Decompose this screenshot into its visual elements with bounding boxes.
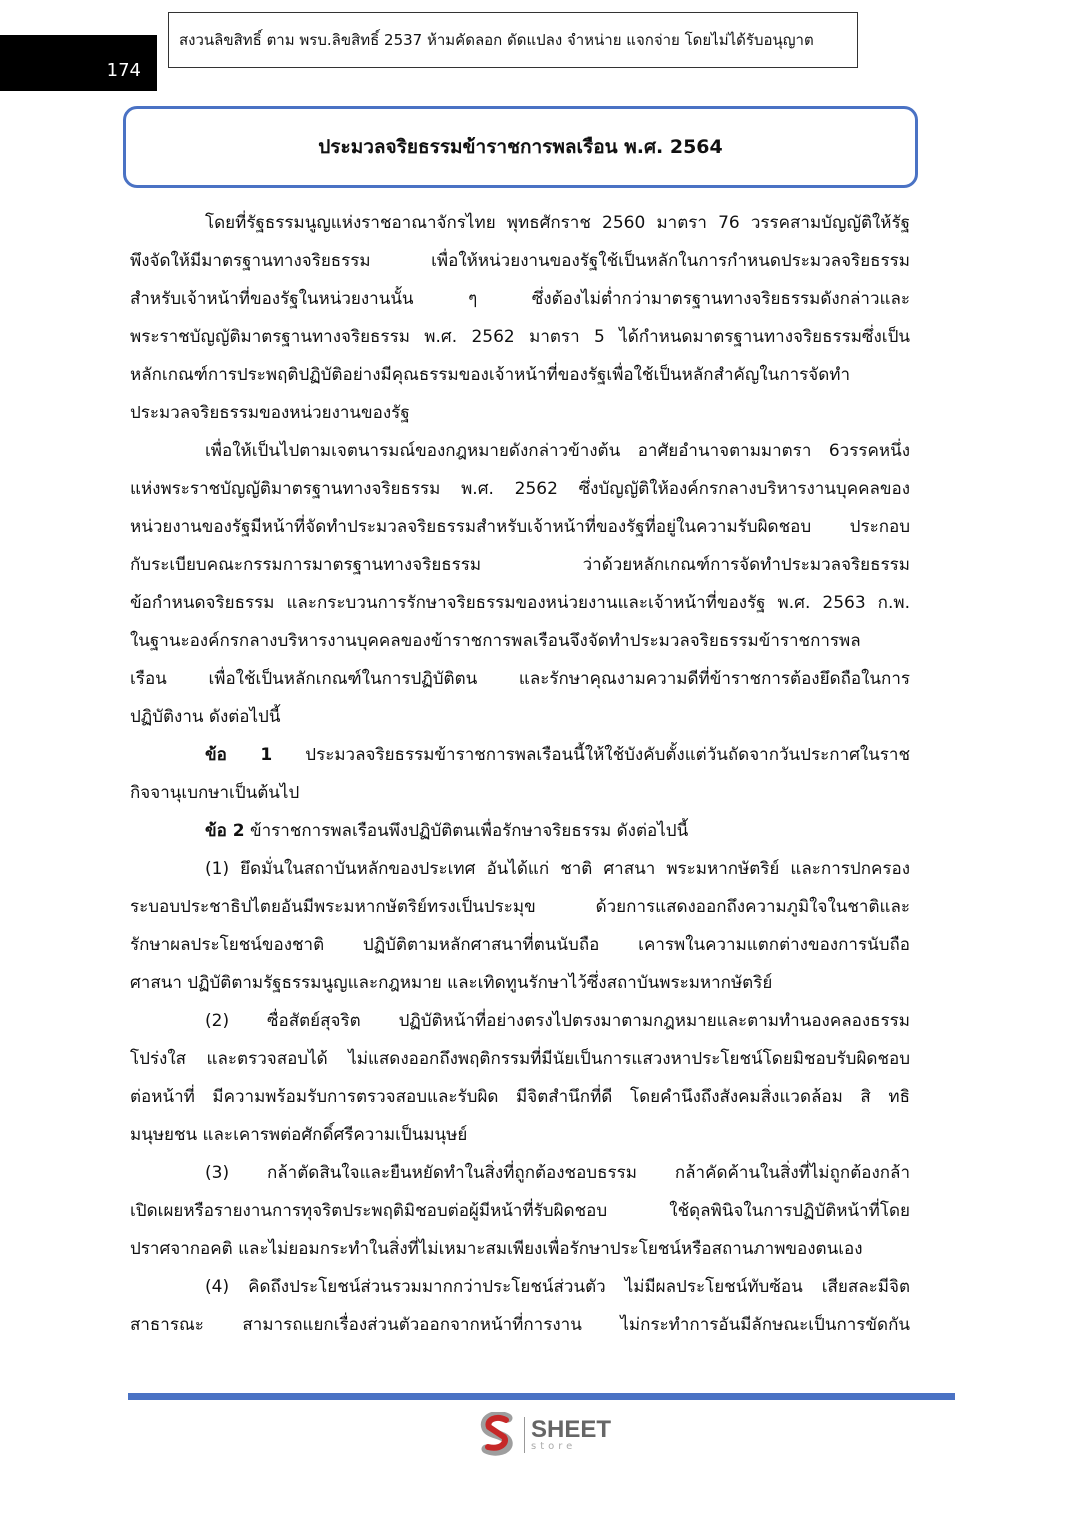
body-line <box>130 738 910 776</box>
body-line <box>130 966 910 1004</box>
line-text: ประมวลจริยธรรมของหน่วยงานของรัฐ <box>130 403 410 423</box>
line-text: ข้อกำหนดจริยธรรม และกระบวนการรักษาจริยธรรมของหน่วยงานและเจ้าหน้าที่ของรัฐ พ.ศ. 2563 ก.พ. <box>130 593 910 613</box>
body-line <box>130 1118 910 1156</box>
body-line <box>130 1080 910 1118</box>
line-text: สำหรับเจ้าหน้าที่ของรัฐในหน่วยงานนั้น ๆ ซึ่งต้องไม่ต่ำกว่ามาตรฐานทางจริยธรรมดังกล่าวและ <box>130 289 910 309</box>
body-line <box>130 396 910 434</box>
body-line <box>130 814 910 852</box>
sheet-store-s-logo-icon <box>478 1412 518 1458</box>
body-line <box>130 282 910 320</box>
body-line <box>130 358 910 396</box>
body-line <box>130 548 910 586</box>
line-text: มนุษยชน และเคารพต่อศักดิ์ศรีความเป็นมนุษย์ <box>130 1125 468 1145</box>
document-body <box>130 206 910 1346</box>
line-text: พึงจัดให้มีมาตรฐานทางจริยธรรม เพื่อให้หน่วยงานของรัฐใช้เป็นหลักในการกำหนดประมวลจริยธรรม <box>130 251 910 271</box>
sheet-store-logo <box>478 1410 628 1460</box>
document-title: ประมวลจริยธรรมข้าราชการพลเรือน พ.ศ. 2564 <box>318 136 723 158</box>
body-line <box>130 472 910 510</box>
line-text: หน่วยงานของรัฐมีหน้าที่จัดทำประมวลจริยธรรมสำหรับเจ้าหน้าที่ของรัฐที่อยู่ในความรับผิดชอบ ประกอบ <box>130 517 910 537</box>
body-line <box>130 1042 910 1080</box>
body-line <box>130 320 910 358</box>
logo-subword: store <box>531 1441 577 1452</box>
line-text: หลักเกณฑ์การประพฤติปฏิบัติอย่างมีคุณธรรมของเจ้าหน้าที่ของรัฐเพื่อใช้เป็นหลักสำคัญในการจัดทำ <box>130 365 851 385</box>
body-line <box>130 776 910 814</box>
body-line <box>130 662 910 700</box>
line-text: (2) ซื่อสัตย์สุจริต ปฏิบัติหน้าที่อย่างตรงไปตรงมาตามกฎหมายและตามทำนองคลองธรรม <box>205 1011 910 1031</box>
body-line <box>130 928 910 966</box>
copyright-notice: สงวนลิขสิทธิ์ ตาม พรบ.ลิขสิทธิ์ 2537 ห้ามคัดลอก ดัดแปลง จำหน่าย แจกจ่าย โดยไม่ได้รับอนุญาต <box>168 12 858 68</box>
line-text: โดยที่รัฐธรรมนูญแห่งราชอาณาจักรไทย พุทธศักราช 2560 มาตรา 76 วรรคสามบัญญัติให้รัฐ <box>205 213 910 233</box>
line-text: ประมวลจริยธรรมข้าราชการพลเรือนนี้ให้ใช้บังคับตั้งแต่วันถัดจากวันประกาศในราช <box>272 745 910 765</box>
body-line <box>130 244 910 282</box>
line-text: ปฏิบัติงาน ดังต่อไปนี้ <box>130 707 281 727</box>
line-text: ต่อหน้าที่ มีความพร้อมรับการตรวจสอบและรับผิด มีจิตสำนึกที่ดี โดยคำนึงถึงสังคมสิ่งแวดล้อม สิ ทธิ <box>130 1087 910 1107</box>
line-text: รักษาผลประโยชน์ของชาติ ปฏิบัติตามหลักศาสนาที่ตนนับถือ เคารพในความแตกต่างของการนับถือ <box>130 935 910 955</box>
body-line <box>130 852 910 890</box>
body-line <box>130 624 910 662</box>
clause-label: ข้อ 2 <box>205 821 245 841</box>
line-text: (3) กล้าตัดสินใจและยืนหยัดทำในสิ่งที่ถูกต้องชอบธรรม กล้าคัดค้านในสิ่งที่ไม่ถูกต้องกล้า <box>205 1163 910 1183</box>
line-text: (1) ยึดมั่นในสถาบันหลักของประเทศ อันได้แก่ ชาติ ศาสนา พระมหากษัตริย์ และการปกครอง <box>205 859 910 879</box>
line-text: กิจจานุเบกษาเป็นต้นไป <box>130 783 300 803</box>
body-line <box>130 700 910 738</box>
clause-label: ข้อ 1 <box>205 745 273 765</box>
line-text: ศาสนา ปฏิบัติตามรัฐธรรมนูญและกฎหมาย และเทิดทูนรักษาไว้ซึ่งสถาบันพระมหากษัตริย์ <box>130 973 773 993</box>
body-line <box>130 1232 910 1270</box>
line-text: ระบอบประชาธิปไตยอันมีพระมหากษัตริย์ทรงเป็นประมุข ด้วยการแสดงออกถึงความภูมิใจในชาติและ <box>130 897 910 917</box>
page-number: 174 <box>106 60 141 81</box>
page-number-tab <box>0 35 157 91</box>
body-line <box>130 890 910 928</box>
line-text: แห่งพระราชบัญญัติมาตรฐานทางจริยธรรม พ.ศ. 2562 ซึ่งบัญญัติให้องค์กรกลางบริหารงานบุคคลของ <box>130 479 910 499</box>
body-line <box>130 434 910 472</box>
body-line <box>130 586 910 624</box>
body-line <box>130 1194 910 1232</box>
line-text: โปร่งใส และตรวจสอบได้ ไม่แสดงออกถึงพฤติกรรมที่มีนัยเป็นการแสวงหาประโยชน์โดยมิชอบรับผิดชอบ <box>130 1049 910 1069</box>
line-text: เพื่อให้เป็นไปตามเจตนารมณ์ของกฎหมายดังกล่าวข้างต้น อาศัยอำนาจตามมาตรา 6วรรคหนึ่ง <box>205 441 910 461</box>
line-text: เปิดเผยหรือรายงานการทุจริตประพฤติมิชอบต่อผู้มีหน้าที่รับผิดชอบ ใช้ดุลพินิจในการปฏิบัติหน้าที่โดย <box>130 1201 910 1221</box>
line-text: พระราชบัญญัติมาตรฐานทางจริยธรรม พ.ศ. 2562 มาตรา 5 ได้กำหนดมาตรฐานทางจริยธรรมซึ่งเป็น <box>130 327 910 347</box>
line-text: สาธารณะ สามารถแยกเรื่องส่วนตัวออกจากหน้าที่การงาน ไม่กระทำการอันมีลักษณะเป็นการขัดกัน <box>130 1315 910 1335</box>
footer-divider <box>128 1393 955 1400</box>
document-title-box <box>123 106 918 188</box>
body-line <box>130 206 910 244</box>
logo-word: SHEET <box>531 1416 612 1443</box>
logo-separator <box>524 1417 525 1453</box>
line-text: เรือน เพื่อใช้เป็นหลักเกณฑ์ในการปฏิบัติตน และรักษาคุณงามความดีที่ข้าราชการต้องยึดถือในการ <box>130 669 910 689</box>
line-text: (4) คิดถึงประโยชน์ส่วนรวมมากกว่าประโยชน์ส่วนตัว ไม่มีผลประโยชน์ทับซ้อน เสียสละมีจิต <box>205 1277 910 1297</box>
body-line <box>130 1308 910 1346</box>
line-text: ในฐานะองค์กรกลางบริหารงานบุคคลของข้าราชการพลเรือนจึงจัดทำประมวลจริยธรรมข้าราชการพล <box>130 631 861 651</box>
line-text: กับระเบียบคณะกรรมการมาตรฐานทางจริยธรรม ว่าด้วยหลักเกณฑ์การจัดทำประมวลจริยธรรม <box>130 555 910 575</box>
body-line <box>130 1156 910 1194</box>
body-line <box>130 510 910 548</box>
line-text: ปราศจากอคติ และไม่ยอมกระทำในสิ่งที่ไม่เหมาะสมเพียงเพื่อรักษาประโยชน์หรือสถานภาพของตนเอง <box>130 1239 863 1259</box>
body-line <box>130 1270 910 1308</box>
body-line <box>130 1004 910 1042</box>
line-text: ข้าราชการพลเรือนพึงปฏิบัติตนเพื่อรักษาจริยธรรม ดังต่อไปนี้ <box>244 821 689 841</box>
